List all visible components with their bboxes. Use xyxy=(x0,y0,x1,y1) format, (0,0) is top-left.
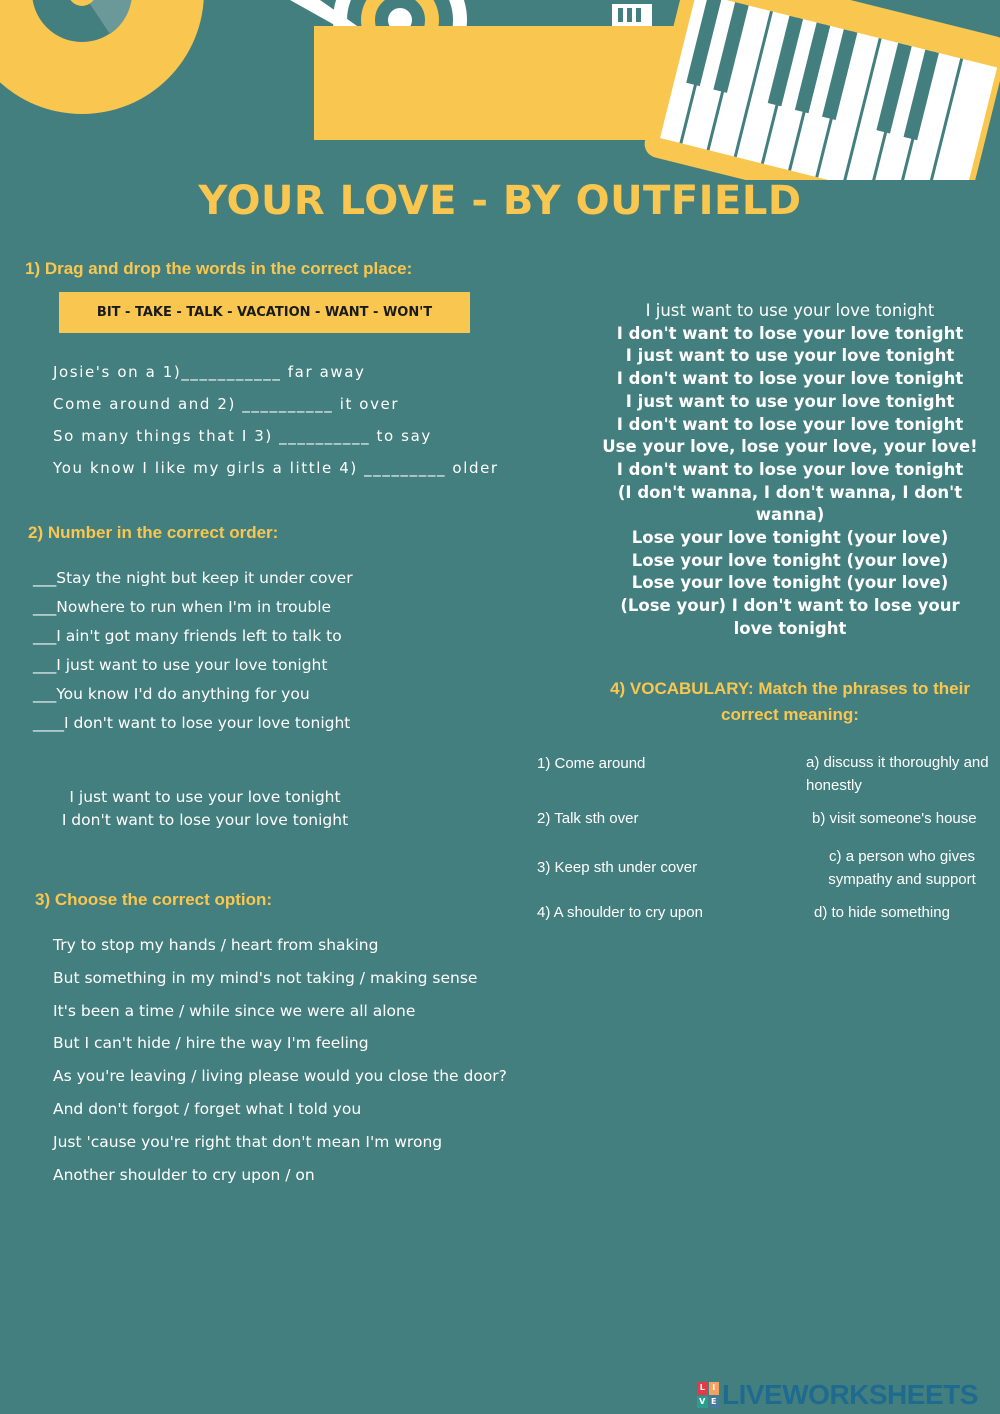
order-line[interactable]: ___Nowhere to run when I'm in trouble xyxy=(33,598,332,616)
vocab-phrase[interactable]: 4) A shoulder to cry upon xyxy=(537,904,703,921)
worksheet-title: YOUR LOVE - BY OUTFIELD xyxy=(198,178,802,224)
header-decoration xyxy=(0,0,1000,180)
lyric-line: Lose your love tonight (your love) xyxy=(631,550,949,570)
header-box xyxy=(314,26,696,140)
choose-line[interactable]: But something in my mind's not taking / making sense xyxy=(53,968,478,987)
logo-mark-letter: E xyxy=(709,1396,720,1409)
vinyl-record-icon xyxy=(0,0,204,114)
lyric-line: I don't want to lose your love tonight xyxy=(616,459,964,479)
lyric-line: I don't want to lose your love tonight xyxy=(616,414,964,434)
choose-line[interactable]: And don't forgot / forget what I told you xyxy=(53,1099,362,1118)
logo-mark-icon xyxy=(697,1382,719,1408)
vocab-meaning[interactable]: b) visit someone's house xyxy=(812,810,977,827)
lyric-line: (Lose your) I don't want to lose your love tonight xyxy=(620,596,960,638)
piano-keyboard-icon xyxy=(642,0,1000,180)
vocab-phrase[interactable]: 1) Come around xyxy=(537,755,646,772)
vocab-meaning[interactable]: c) a person who gives sympathy and support xyxy=(828,848,976,888)
choose-line[interactable]: Just 'cause you're right that don't mean I'm wrong xyxy=(53,1132,443,1151)
lyric-line: I just want to use your love tonight xyxy=(645,301,935,320)
logo-mark-letter: V xyxy=(697,1396,708,1409)
choose-line[interactable]: It's been a time / while since we were all alone xyxy=(53,1001,416,1020)
lyric-line: (I don't wanna, I don't wanna, I don't wanna) xyxy=(617,482,963,525)
liveworksheets-logo xyxy=(697,1378,978,1412)
vocab-phrase[interactable]: 2) Talk sth over xyxy=(537,810,639,827)
lyric-line: Lose your love tonight (your love) xyxy=(631,573,949,593)
order-line[interactable]: ___You know I'd do anything for you xyxy=(33,685,310,703)
lyrics-block xyxy=(600,300,980,641)
choose-option-lines xyxy=(53,932,507,1194)
section3-heading: 3) Choose the correct option: xyxy=(35,890,273,909)
gap-line[interactable]: Come around and 2) __________ it over xyxy=(53,395,400,413)
gap-fill-lines xyxy=(53,360,499,488)
section2-heading: 2) Number in the correct order: xyxy=(28,523,279,542)
chorus-line: I don't want to lose your love tonight xyxy=(61,811,349,829)
vocab-phrase[interactable]: 3) Keep sth under cover xyxy=(537,859,698,876)
choose-line[interactable]: Try to stop my hands / heart from shaking xyxy=(53,936,379,954)
gap-line[interactable]: So many things that I 3) __________ to say xyxy=(53,427,432,445)
section1-heading: 1) Drag and drop the words in the correct place: xyxy=(25,259,413,278)
order-line[interactable]: ____I don't want to lose your love tonight xyxy=(33,714,351,732)
lyric-line: I just want to use your love tonight xyxy=(625,346,955,366)
lyric-line: Lose your love tonight (your love) xyxy=(631,528,949,548)
vocab-meaning[interactable]: a) discuss it thoroughly and honestly xyxy=(806,754,989,794)
gap-line[interactable]: You know I like my girls a little 4) _________ older xyxy=(53,459,499,477)
logo-text: LIVEWORKSHEETS xyxy=(722,1379,978,1410)
order-line[interactable]: ___I just want to use your love tonight xyxy=(33,656,328,674)
section4-heading: 4) VOCABULARY: Match the phrases to their correct meaning: xyxy=(610,679,970,724)
choose-line[interactable]: As you're leaving / living please would you close the door? xyxy=(53,1067,507,1086)
logo-mark-letter: I xyxy=(709,1382,720,1395)
gap-line[interactable]: Josie's on a 1)___________ far away xyxy=(53,363,366,381)
lyric-line: I just want to use your love tonight xyxy=(625,391,955,411)
order-line[interactable]: ___Stay the night but keep it under cover xyxy=(33,569,353,587)
order-line[interactable]: ___I ain't got many friends left to talk to xyxy=(33,627,342,645)
lyric-line: I don't want to lose your love tonight xyxy=(616,369,964,389)
choose-line[interactable]: Another shoulder to cry upon / on xyxy=(53,1165,315,1184)
lyric-line: I don't want to lose your love tonight xyxy=(616,323,964,343)
order-lines xyxy=(33,566,353,740)
chorus-lines xyxy=(40,786,370,832)
lyric-line: Use your love, lose your love, your love! xyxy=(602,437,978,457)
logo-mark-letter: L xyxy=(697,1382,708,1395)
word-bank: BIT - TAKE - TALK - VACATION - WANT - WON'T xyxy=(59,292,470,333)
vocab-meaning[interactable]: d) to hide something xyxy=(814,904,950,921)
choose-line[interactable]: But I can't hide / hire the way I'm feeling xyxy=(53,1034,369,1053)
chorus-line: I just want to use your love tonight xyxy=(69,788,341,806)
